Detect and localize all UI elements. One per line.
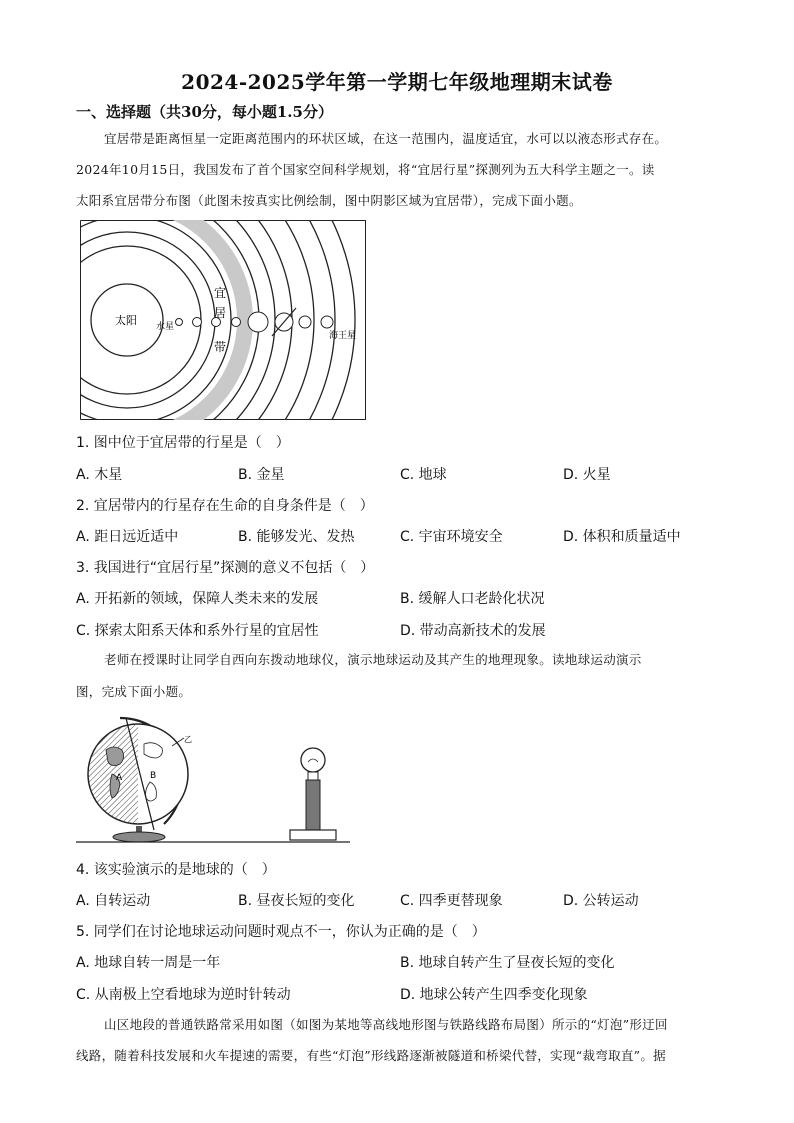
habitable-char-2: 居 bbox=[214, 306, 227, 320]
q2-option-d[interactable]: D. 体积和质量适中 bbox=[563, 529, 681, 545]
q4-stem: 4. 该实验演示的是地球的（ ） bbox=[76, 862, 276, 878]
lamp-base bbox=[290, 830, 336, 840]
q2-option-c[interactable]: C. 宇宙环境安全 bbox=[400, 529, 503, 545]
globe-label-a: A bbox=[116, 773, 123, 783]
planet-mars bbox=[232, 318, 241, 327]
intro1-line1: 宜居带是距离恒星一定距离范围内的环状区域，在这一范围内，温度适宜，水可以以液态形式存在。 bbox=[104, 131, 668, 146]
intro2-line1: 老师在授课时让同学自西向东拨动地球仪，演示地球运动及其产生的地理现象。读地球运动演示 bbox=[104, 652, 642, 667]
intro1-line3: 太阳系宜居带分布图（此图未按真实比例绘制，图中阴影区域为宜居带），完成下面小题。 bbox=[76, 193, 582, 208]
lamp-stand bbox=[306, 780, 320, 830]
q3-option-b[interactable]: B. 缓解人口老龄化状况 bbox=[400, 591, 545, 607]
planet-mercury bbox=[176, 319, 183, 326]
planet-jupiter bbox=[248, 312, 268, 332]
intro2-line2: 图，完成下面小题。 bbox=[76, 684, 192, 699]
intro3-line2: 线路，随着科技发展和火车提速的需要，有些“灯泡”形线路逐渐被隧道和桥梁代替，实现“裁弯取直”。据 bbox=[76, 1048, 666, 1063]
q1-option-c[interactable]: C. 地球 bbox=[400, 467, 447, 483]
q5-option-a[interactable]: A. 地球自转一周是一年 bbox=[76, 955, 221, 971]
q3-option-a[interactable]: A. 开拓新的领域，保障人类未来的发展 bbox=[76, 591, 319, 607]
light-bulb bbox=[301, 748, 325, 772]
q3-stem: 3. 我国进行“宜居行星”探测的意义不包括（ ） bbox=[76, 560, 375, 576]
solar-system-figure bbox=[80, 220, 367, 421]
section-heading: 一、选择题（共30分，每小题1.5分） bbox=[76, 103, 333, 121]
globe-label-yi: 乙 bbox=[184, 735, 192, 744]
q5-option-c[interactable]: C. 从南极上空看地球为逆时针转动 bbox=[76, 987, 291, 1003]
planet-neptune bbox=[321, 316, 333, 328]
bulb-socket bbox=[308, 772, 318, 780]
habitable-char-3: 带 bbox=[214, 340, 227, 354]
planet-uranus bbox=[299, 316, 311, 328]
neptune-label: 海王星 bbox=[329, 331, 357, 341]
q1-stem: 1. 图中位于宜居带的行星是（ ） bbox=[76, 435, 290, 451]
globe-label-b: B bbox=[150, 771, 157, 781]
q1-option-d[interactable]: D. 火星 bbox=[563, 467, 611, 483]
continent-1 bbox=[106, 747, 124, 766]
q5-option-b[interactable]: B. 地球自转产生了昼夜长短的变化 bbox=[400, 955, 615, 971]
intro1-line2: 2024年10月15日，我国发布了首个国家空间科学规划，将“宜居行星”探测列为五大科学主题之一。读 bbox=[76, 162, 655, 177]
q1-option-b[interactable]: B. 金星 bbox=[238, 467, 285, 483]
sun-label: 太阳 bbox=[115, 314, 137, 327]
q2-option-b[interactable]: B. 能够发光、发热 bbox=[238, 529, 355, 545]
q1-option-a[interactable]: A. 木星 bbox=[76, 467, 123, 483]
globe-experiment-figure bbox=[76, 710, 356, 846]
q4-option-a[interactable]: A. 自转运动 bbox=[76, 893, 151, 909]
intro3-line1: 山区地段的普通铁路常采用如图（如图为某地等高线地形图与铁路线路布局图）所示的“灯泡”形迂回 bbox=[104, 1017, 668, 1032]
globe-base bbox=[113, 832, 165, 842]
mercury-label: 水星 bbox=[156, 322, 175, 332]
habitable-char-1: 宜 bbox=[214, 286, 227, 300]
q4-option-b[interactable]: B. 昼夜长短的变化 bbox=[238, 893, 355, 909]
q4-option-c[interactable]: C. 四季更替现象 bbox=[400, 893, 503, 909]
page-title: 2024-2025学年第一学期七年级地理期末试卷 bbox=[181, 70, 613, 94]
q2-option-a[interactable]: A. 距日远近适中 bbox=[76, 529, 179, 545]
q5-stem: 5. 同学们在讨论地球运动问题时观点不一，你认为正确的是（ ） bbox=[76, 924, 486, 940]
q3-option-c[interactable]: C. 探索太阳系天体和系外行星的宜居性 bbox=[76, 623, 319, 639]
q4-option-d[interactable]: D. 公转运动 bbox=[563, 893, 639, 909]
q5-option-d[interactable]: D. 地球公转产生四季变化现象 bbox=[400, 987, 588, 1003]
q2-stem: 2. 宜居带内的行星存在生命的自身条件是（ ） bbox=[76, 498, 374, 514]
planet-venus bbox=[193, 318, 202, 327]
q3-option-d[interactable]: D. 带动高新技术的发展 bbox=[400, 623, 546, 639]
